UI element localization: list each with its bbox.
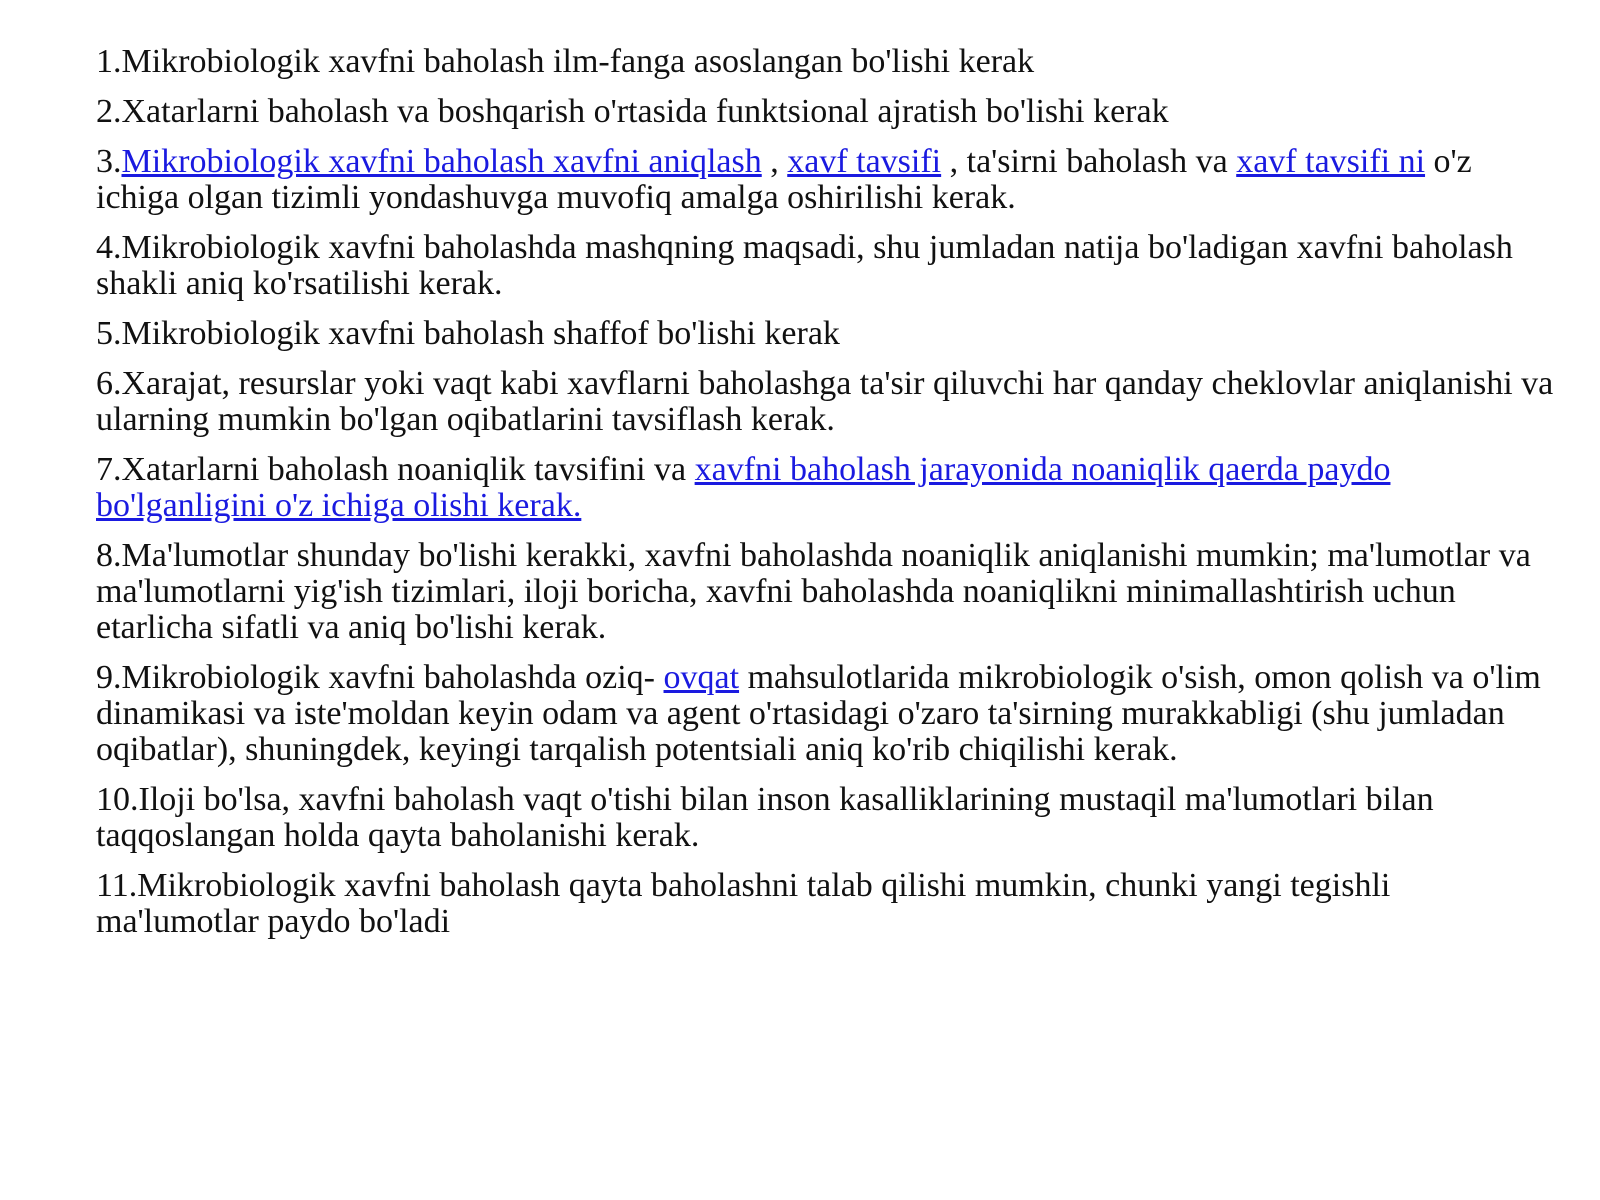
paragraph-text: 5.Mikrobiologik xavfni baholash shaffof bo'lishi kerak [96,315,840,352]
paragraph-text: o'z ichiga olgan tizimli yondashuvga muvofiq amalga oshirilishi kerak. [96,143,1472,216]
paragraph-10 [96,782,1556,854]
document-body [96,44,1556,954]
paragraph-text: 11.Mikrobiologik xavfni baholash qayta baholashni talab qilishi mumkin, chunki yangi tegishli ma'lumotlar paydo bo'ladi [96,867,1391,940]
paragraph-text: 8.Ma'lumotlar shunday bo'lishi kerakki, xavfni baholashda noaniqlik aniqlanishi mumkin; ma'lumotlar va ma'lumotlarni yig'ish tizimlari, iloji boricha, xavfni baholashda noaniqlikni minimallashtirish uchun etarlicha sifatli va aniq bo'lishi kerak. [96,537,1531,646]
paragraph-text: mahsulotlarida mikrobiologik o'sish, omon qolish va o'lim dinamikasi va iste'moldan keyin odam va agent o'rtasidagi o'zaro ta'sirning murakkabligi (shu jumladan oqibatlar), shuningdek, keyingi tarqalish potentsiali aniq ko'rib chiqilishi kerak. [96,659,1541,768]
paragraph-text: 9.Mikrobiologik xavfni baholashda oziq- [96,659,664,696]
paragraph-text: , [761,143,788,180]
paragraph-4 [96,230,1556,302]
paragraph-text: 7.Xatarlarni baholash noaniqlik tavsifini va [96,451,695,488]
link-risk-characterization[interactable]: xavf tavsifi ni [1236,143,1426,180]
paragraph-3 [96,144,1556,216]
paragraph-5 [96,316,1556,352]
paragraph-11 [96,868,1556,940]
paragraph-text: 4.Mikrobiologik xavfni baholashda mashqning maqsadi, shu jumladan natija bo'ladigan xavfni baholash shakli aniq ko'rsatilishi kerak. [96,229,1513,302]
link-hazard-characterization[interactable]: xavf tavsifi [787,143,942,180]
paragraph-2 [96,94,1556,130]
paragraph-7 [96,452,1556,524]
link-hazard-identification[interactable]: Mikrobiologik xavfni baholash xavfni aniqlash [121,143,762,180]
paragraph-number: 3. [96,143,122,180]
paragraph-text: 6.Xarajat, resurslar yoki vaqt kabi xavflarni baholashga ta'sir qiluvchi har qanday cheklovlar aniqlanishi va ularning mumkin bo'lgan oqibatlarini tavsiflash kerak. [96,365,1554,438]
paragraph-8 [96,538,1556,646]
link-food[interactable]: ovqat [663,659,740,696]
paragraph-6 [96,366,1556,438]
paragraph-text: , ta'sirni baholash va [941,143,1237,180]
paragraph-1 [96,44,1556,80]
link-uncertainty[interactable]: xavfni baholash jarayonida noaniqlik qaerda paydo bo'lganligini o'z ichiga olishi kerak. [96,451,1391,524]
paragraph-text: 10.Iloji bo'lsa, xavfni baholash vaqt o'tishi bilan inson kasalliklarining mustaqil ma'lumotlari bilan taqqoslangan holda qayta baholanishi kerak. [96,781,1434,854]
paragraph-9 [96,660,1556,768]
paragraph-text: 2.Xatarlarni baholash va boshqarish o'rtasida funktsional ajratish bo'lishi kerak [96,93,1169,130]
paragraph-text: 1.Mikrobiologik xavfni baholash ilm-fanga asoslangan bo'lishi kerak [96,43,1035,80]
